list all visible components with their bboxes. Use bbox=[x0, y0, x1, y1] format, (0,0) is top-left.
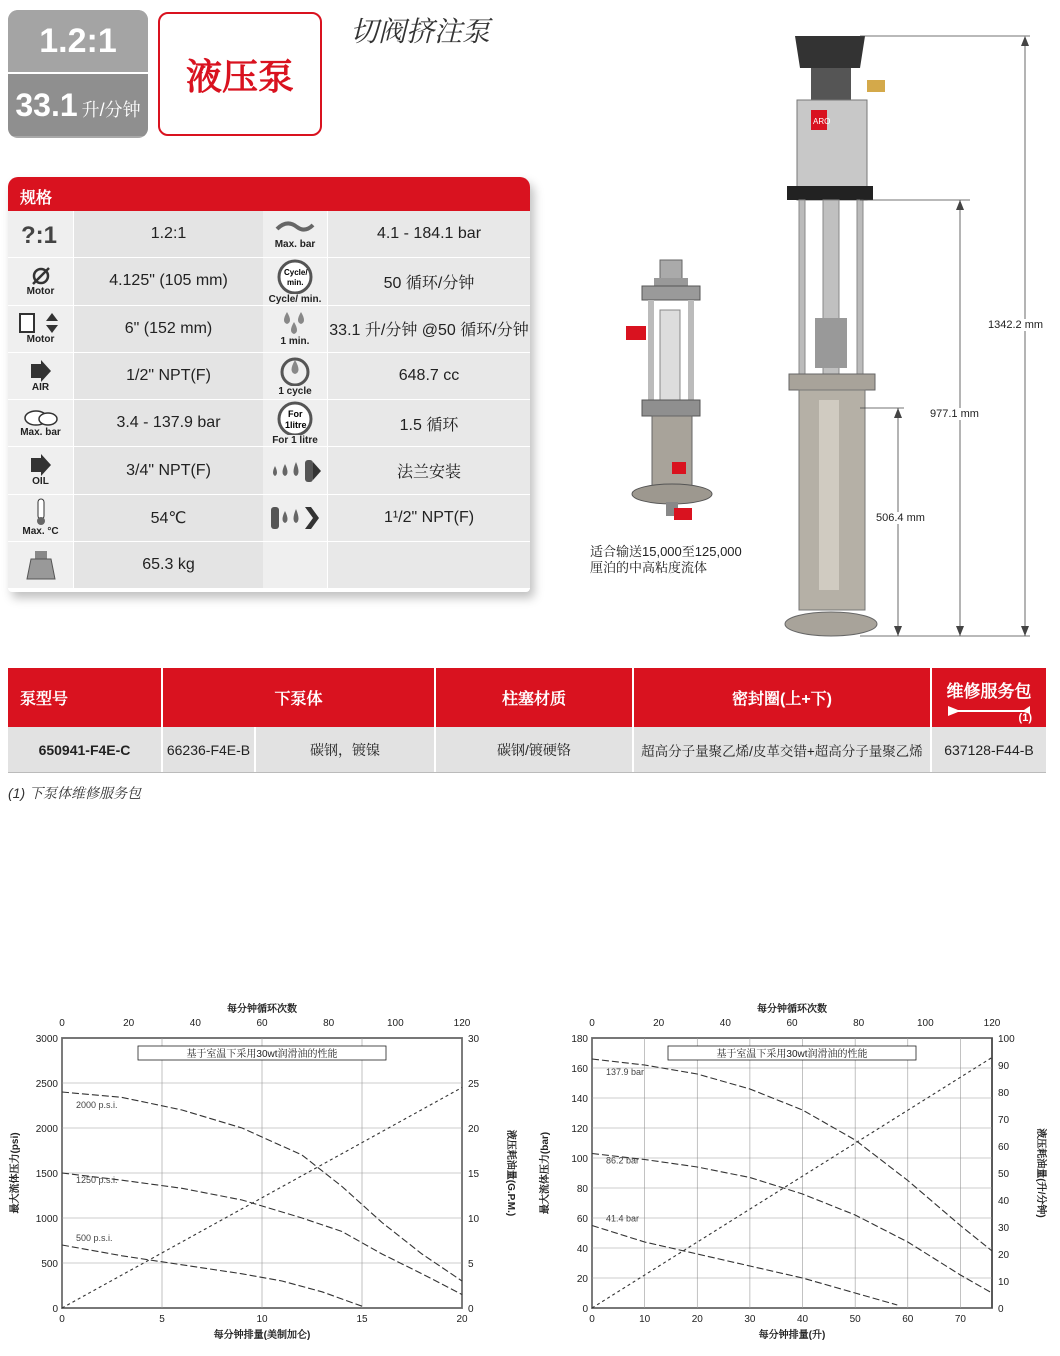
cycle-per-min-icon bbox=[276, 258, 314, 293]
chart-title: 基于室温下采用30wt润滑油的性能 bbox=[186, 1049, 338, 1060]
spec-icon-right-label: Cycle/ min. bbox=[268, 293, 322, 305]
cycles-per-litre-icon bbox=[276, 400, 314, 435]
weight-icon bbox=[23, 549, 59, 581]
y-tick-label: 60 bbox=[576, 1214, 588, 1225]
cell-service-kit: 637128-F44-B bbox=[944, 741, 1034, 758]
series-line bbox=[592, 1059, 992, 1251]
y-tick-label: 140 bbox=[571, 1094, 588, 1105]
spec-icon-right bbox=[263, 258, 327, 305]
motor-stroke-icon bbox=[18, 312, 64, 334]
spec-icon-left-label: AIR bbox=[31, 381, 50, 393]
motor-diameter-icon bbox=[30, 266, 52, 286]
top-x-tick-label: 120 bbox=[453, 1018, 471, 1029]
y2-tick-label: 30 bbox=[998, 1223, 1010, 1234]
cell-lower-pump: 66236-F4E-B bbox=[163, 727, 256, 772]
y-tick-label: 100 bbox=[571, 1154, 588, 1165]
y-tick-label: 80 bbox=[576, 1184, 588, 1195]
y-tick-label: 0 bbox=[52, 1304, 58, 1315]
ratio-icon bbox=[21, 221, 61, 247]
footnote: (1) 下泵体维修服务包 bbox=[8, 785, 141, 801]
max-air-pressure-icon bbox=[24, 409, 58, 427]
x-axis-label: 每分钟排量(美制加仑) bbox=[213, 1330, 311, 1341]
y2-tick-label: 40 bbox=[998, 1196, 1010, 1207]
y-tick-label: 40 bbox=[576, 1244, 588, 1255]
y-tick-label: 1500 bbox=[35, 1169, 58, 1180]
svg-text:min.: min. bbox=[287, 278, 304, 288]
top-x-tick-label: 60 bbox=[256, 1018, 268, 1029]
y2-tick-label: 5 bbox=[468, 1259, 474, 1270]
spec-icon-left-label: Motor bbox=[26, 334, 55, 346]
x-axis-label: 每分钟排量(升) bbox=[758, 1330, 826, 1341]
x-tick-label: 15 bbox=[356, 1314, 368, 1325]
max-temperature-icon bbox=[33, 498, 49, 526]
pump-type-badge: 液压泵 bbox=[158, 12, 322, 136]
spec-value-left: 65.3 kg bbox=[73, 542, 263, 589]
ratio-value: 1.2:1 bbox=[8, 10, 148, 74]
y-axis-label: 最大流体压力(psi) bbox=[10, 1132, 21, 1214]
top-x-tick-label: 100 bbox=[916, 1018, 934, 1029]
spec-icon-left bbox=[8, 306, 73, 353]
y2-tick-label: 80 bbox=[998, 1088, 1010, 1099]
spec-icon-left bbox=[8, 400, 73, 447]
header-model: 泵型号 bbox=[8, 668, 163, 727]
dimension-lines bbox=[860, 28, 1060, 648]
header-seals: 密封圈(上+下) bbox=[634, 668, 932, 727]
spec-icon-left bbox=[8, 495, 73, 542]
x-tick-label: 0 bbox=[59, 1314, 65, 1325]
series-label: 1250 p.s.i. bbox=[76, 1175, 118, 1185]
top-x-tick-label: 80 bbox=[323, 1018, 335, 1029]
x-tick-label: 60 bbox=[902, 1314, 914, 1325]
height-low-label: 506.4 mm bbox=[876, 512, 925, 524]
spec-icon-right bbox=[263, 353, 327, 400]
spec-grid bbox=[8, 211, 530, 589]
spec-icon-left-label: Max. °C bbox=[22, 526, 59, 538]
y-tick-label: 0 bbox=[582, 1304, 588, 1315]
service-kit-note: (1) bbox=[1018, 712, 1032, 724]
spec-value-right: 648.7 cc bbox=[327, 353, 530, 400]
spec-value-right: 50 循环/分钟 bbox=[327, 258, 530, 305]
top-x-tick-label: 40 bbox=[189, 1018, 201, 1029]
spec-value-left: 3.4 - 137.9 bar bbox=[73, 400, 263, 447]
spec-icon-right-label: 1 min. bbox=[280, 336, 310, 348]
top-x-tick-label: 20 bbox=[123, 1018, 135, 1029]
spec-value-left: 1.2:1 bbox=[73, 211, 263, 258]
series-line bbox=[62, 1245, 362, 1306]
spec-icon-right-label: 1 cycle bbox=[278, 385, 312, 397]
x-tick-label: 20 bbox=[691, 1314, 703, 1325]
top-x-tick-label: 0 bbox=[589, 1018, 595, 1029]
fluid-outlet-icon bbox=[269, 505, 321, 531]
top-x-tick-label: 100 bbox=[386, 1018, 404, 1029]
header-plunger-material: 柱塞材质 bbox=[436, 668, 634, 727]
header-lower-pump: 下泵体 bbox=[163, 668, 436, 727]
description-line-1: 适合输送15,000至125,000 bbox=[590, 544, 742, 559]
brand-logo: ARO bbox=[813, 117, 831, 126]
spec-icon-right-label: For 1 litre bbox=[272, 435, 318, 447]
x-tick-label: 5 bbox=[159, 1314, 165, 1325]
y-tick-label: 500 bbox=[41, 1259, 58, 1270]
spec-icon-left-label: OIL bbox=[32, 476, 49, 488]
svg-text:1litre: 1litre bbox=[285, 420, 307, 431]
y-tick-label: 160 bbox=[571, 1064, 588, 1075]
cell-seals: 超高分子量聚乙烯/皮革交错+超高分子量聚乙烯 bbox=[634, 727, 932, 772]
plot-frame bbox=[592, 1038, 992, 1308]
spec-value-right: 4.1 - 184.1 bar bbox=[327, 211, 530, 258]
parts-table bbox=[8, 668, 1046, 773]
height-mid-label: 977.1 mm bbox=[930, 408, 979, 420]
y2-tick-label: 0 bbox=[468, 1304, 474, 1315]
max-pressure-bar-icon bbox=[275, 219, 315, 239]
spec-value-left: 54℃ bbox=[73, 495, 263, 542]
top-x-axis-label: 每分钟循环次数 bbox=[227, 1004, 297, 1015]
y2-tick-label: 20 bbox=[998, 1250, 1010, 1261]
spec-icon-left bbox=[8, 211, 73, 258]
spec-icon-left bbox=[8, 353, 73, 400]
flow-rate bbox=[8, 74, 148, 136]
spec-icon-left-label: Motor bbox=[26, 285, 55, 297]
y-tick-label: 2500 bbox=[35, 1079, 58, 1090]
top-x-tick-label: 80 bbox=[853, 1018, 865, 1029]
spec-icon-left bbox=[8, 447, 73, 494]
top-x-tick-label: 120 bbox=[983, 1018, 1001, 1029]
y2-tick-label: 70 bbox=[998, 1115, 1010, 1126]
spec-value-right: 1¹/2" NPT(F) bbox=[327, 495, 530, 542]
y2-axis-label: 液压耗油量(G.P.M.) bbox=[505, 1129, 516, 1217]
series-label: 86.2 bar bbox=[606, 1155, 640, 1166]
series-label: 2000 p.s.i. bbox=[76, 1100, 118, 1110]
y2-tick-label: 20 bbox=[468, 1124, 480, 1135]
y2-tick-label: 50 bbox=[998, 1169, 1010, 1180]
spec-icon-left bbox=[8, 258, 73, 305]
series-label: 500 p.s.i. bbox=[76, 1233, 113, 1243]
table-row bbox=[8, 727, 1046, 773]
spec-icon-left-label: Max. bar bbox=[20, 426, 61, 438]
series-label: 137.9 bar bbox=[606, 1067, 645, 1077]
spec-icon-right bbox=[263, 211, 327, 258]
top-x-tick-label: 60 bbox=[786, 1018, 798, 1029]
cell-lower-pump-material: 碳钢，镀镍 bbox=[256, 727, 436, 772]
spec-table bbox=[8, 177, 530, 592]
svg-text:?:1: ?:1 bbox=[20, 222, 57, 248]
y-tick-label: 180 bbox=[571, 1034, 588, 1045]
y2-tick-label: 100 bbox=[998, 1034, 1015, 1045]
y-tick-label: 3000 bbox=[35, 1034, 58, 1045]
spec-value-left: 4.125" (105 mm) bbox=[73, 258, 263, 305]
series-line bbox=[592, 1058, 992, 1309]
y2-tick-label: 90 bbox=[998, 1061, 1010, 1072]
spec-value-right: 1.5 循环 bbox=[327, 400, 530, 447]
pump-description bbox=[590, 544, 742, 576]
height-total-label: 1342.2 mm bbox=[988, 319, 1044, 331]
oil-inlet-icon bbox=[31, 454, 51, 476]
x-tick-label: 70 bbox=[954, 1314, 966, 1325]
page-title: 切阀挤注泵 bbox=[350, 16, 491, 47]
x-tick-label: 50 bbox=[849, 1314, 861, 1325]
spec-value-right bbox=[327, 542, 530, 589]
spec-title: 规格 bbox=[8, 177, 530, 211]
cell-model: 650941-F4E-C bbox=[8, 727, 163, 772]
chart-title: 基于室温下采用30wt润滑油的性能 bbox=[716, 1049, 868, 1060]
cell-plunger-material: 碳钢/镀硬铬 bbox=[436, 727, 634, 772]
spec-value-left: 3/4" NPT(F) bbox=[73, 447, 263, 494]
x-tick-label: 0 bbox=[589, 1314, 595, 1325]
y-tick-label: 2000 bbox=[35, 1124, 58, 1135]
top-x-tick-label: 20 bbox=[653, 1018, 665, 1029]
series-line bbox=[592, 1154, 992, 1294]
performance-chart-psi bbox=[0, 990, 520, 1350]
svg-text:For: For bbox=[288, 409, 303, 420]
x-tick-label: 20 bbox=[456, 1314, 468, 1325]
ratio-flow-badge bbox=[8, 10, 148, 138]
y2-tick-label: 10 bbox=[998, 1277, 1010, 1288]
y2-tick-label: 0 bbox=[998, 1304, 1004, 1315]
spec-icon-right bbox=[263, 400, 327, 447]
top-x-axis-label: 每分钟循环次数 bbox=[757, 1004, 827, 1015]
spec-icon-right bbox=[263, 306, 327, 353]
fluid-inlet-icon bbox=[269, 458, 321, 484]
spec-icon-right bbox=[263, 495, 327, 542]
parts-header-row bbox=[8, 668, 1046, 727]
top-x-tick-label: 0 bbox=[59, 1018, 65, 1029]
y-tick-label: 20 bbox=[576, 1274, 588, 1285]
spec-value-right: 法兰安装 bbox=[327, 447, 530, 494]
y-tick-label: 120 bbox=[571, 1124, 588, 1135]
y2-axis-label: 液压耗油量(升/分钟) bbox=[1035, 1128, 1046, 1218]
svg-text:Cycle/: Cycle/ bbox=[284, 268, 308, 278]
y2-tick-label: 25 bbox=[468, 1079, 480, 1090]
x-tick-label: 40 bbox=[796, 1314, 809, 1325]
y-tick-label: 1000 bbox=[35, 1214, 58, 1225]
x-tick-label: 30 bbox=[744, 1314, 756, 1325]
spec-icon-right bbox=[263, 542, 327, 589]
spec-icon-right-label: Max. bar bbox=[274, 238, 316, 250]
flow-value: 33.1 bbox=[15, 86, 78, 123]
description-line-2: 厘泊的中高粘度流体 bbox=[590, 560, 708, 575]
spec-icon-right bbox=[263, 447, 327, 494]
spec-icon-left bbox=[8, 542, 73, 589]
y2-tick-label: 10 bbox=[468, 1214, 480, 1225]
flow-unit: 升/分钟 bbox=[81, 100, 141, 120]
y-axis-label: 最大流体压力(bar) bbox=[540, 1131, 551, 1215]
spec-value-right: 33.1 升/分钟 @50 循环/分钟 bbox=[327, 306, 530, 353]
header-service-kit-label: 维修服务包 bbox=[946, 682, 1032, 701]
y2-tick-label: 30 bbox=[468, 1034, 480, 1045]
x-tick-label: 10 bbox=[639, 1314, 651, 1325]
y2-tick-label: 15 bbox=[468, 1169, 480, 1180]
y2-tick-label: 60 bbox=[998, 1142, 1010, 1153]
performance-chart-bar bbox=[530, 990, 1060, 1350]
top-x-tick-label: 40 bbox=[719, 1018, 731, 1029]
header-service-kit bbox=[932, 668, 1046, 727]
series-label: 41.4 bar bbox=[606, 1213, 640, 1224]
air-inlet-icon bbox=[31, 360, 51, 382]
flow-per-min-icon bbox=[277, 310, 313, 336]
lower-pump-image bbox=[620, 250, 720, 530]
spec-value-left: 6" (152 mm) bbox=[73, 306, 263, 353]
displacement-per-cycle-icon bbox=[276, 356, 314, 386]
series-line bbox=[592, 1226, 897, 1306]
spec-value-left: 1/2" NPT(F) bbox=[73, 353, 263, 400]
x-tick-label: 10 bbox=[256, 1314, 268, 1325]
